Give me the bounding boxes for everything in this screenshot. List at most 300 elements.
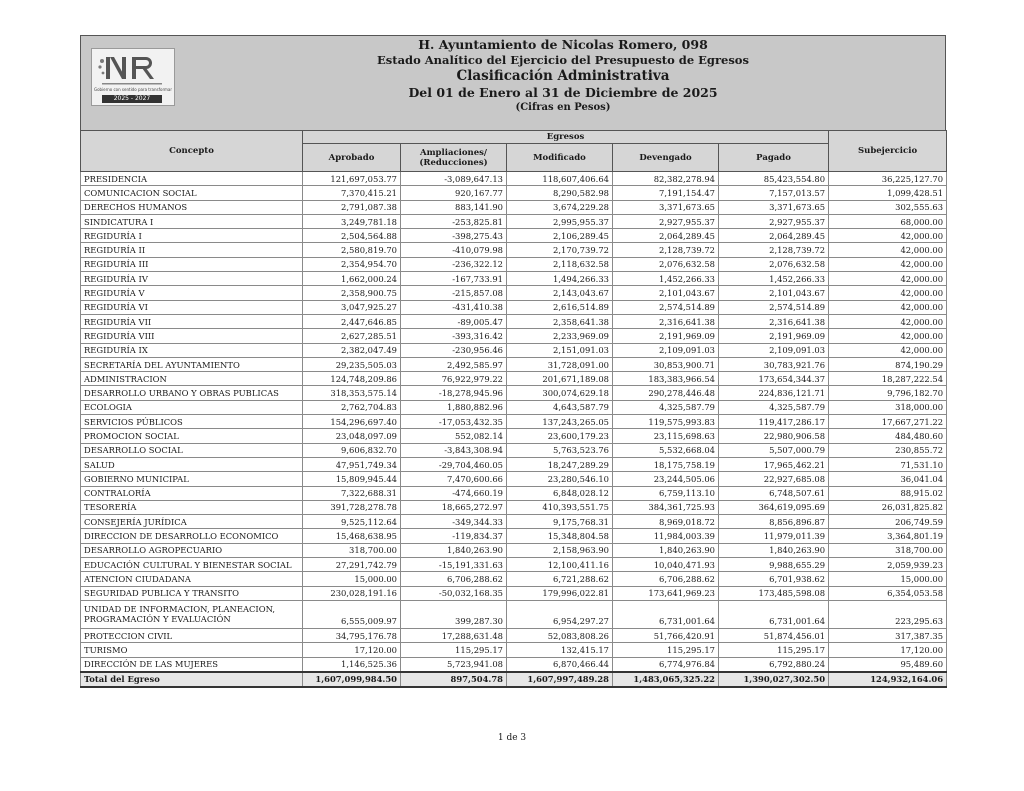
cell-concepto: REGIDURÍA VI (81, 300, 303, 314)
cell-subejercicio: 42,000.00 (829, 314, 947, 328)
table-row (81, 214, 947, 228)
cell-devengado: 4,325,587.79 (613, 400, 719, 414)
cell-subejercicio: 206,749.59 (829, 515, 947, 529)
budget-table (80, 130, 947, 688)
cell-aprobado: 29,235,505.03 (303, 357, 401, 371)
cell-modificado: 2,151,091.03 (507, 343, 613, 357)
table-row (81, 586, 947, 600)
cell-ampliaciones: 1,840,263.90 (401, 543, 507, 557)
cell-subejercicio: 9,796,182.70 (829, 386, 947, 400)
cell-aprobado: 391,728,278.78 (303, 500, 401, 514)
cell-subejercicio: 6,354,053.58 (829, 586, 947, 600)
cell-subejercicio: 318,000.00 (829, 400, 947, 414)
cell-aprobado: 6,555,009.97 (303, 600, 401, 628)
cell-ampliaciones: -230,956.46 (401, 343, 507, 357)
cell-pagado: 2,064,289.45 (719, 229, 829, 243)
cell-modificado: 31,728,091.00 (507, 357, 613, 371)
cell-concepto: SEGURIDAD PUBLICA Y TRANSITO (81, 586, 303, 600)
report-header (80, 35, 946, 130)
cell-aprobado: 2,354,954.70 (303, 257, 401, 271)
cell-ampliaciones: 115,295.17 (401, 643, 507, 657)
cell-devengado: 10,040,471.93 (613, 558, 719, 572)
cell-subejercicio: 42,000.00 (829, 343, 947, 357)
cell-devengado: 6,731,001.64 (613, 600, 719, 628)
cell-devengado: 51,766,420.91 (613, 628, 719, 642)
cell-pagado: 7,157,013.57 (719, 186, 829, 200)
cell-pagado: 1,840,263.90 (719, 543, 829, 557)
cell-pagado: 2,574,514.89 (719, 300, 829, 314)
table-row (81, 229, 947, 243)
cell-ampliaciones: -3,843,308.94 (401, 443, 507, 457)
cell-subejercicio: 36,225,127.70 (829, 172, 947, 186)
cell-devengado: 2,128,739.72 (613, 243, 719, 257)
total-label: Total del Egreso (81, 672, 303, 687)
table-row (81, 257, 947, 271)
cell-aprobado: 15,000.00 (303, 572, 401, 586)
table-row (81, 272, 947, 286)
table-row (81, 186, 947, 200)
cell-modificado: 2,158,963.90 (507, 543, 613, 557)
table-row (81, 200, 947, 214)
logo-tagline: Gobierno con sentido para transformar (93, 87, 173, 92)
cell-devengado: 1,840,263.90 (613, 543, 719, 557)
cell-aprobado: 3,047,925.27 (303, 300, 401, 314)
cell-aprobado: 7,322,688.31 (303, 486, 401, 500)
cell-aprobado: 318,700.00 (303, 543, 401, 557)
cell-devengado: 2,574,514.89 (613, 300, 719, 314)
cell-pagado: 6,792,880.24 (719, 657, 829, 672)
cell-devengado: 7,191,154.47 (613, 186, 719, 200)
cell-ampliaciones: -410,079.98 (401, 243, 507, 257)
table-row (81, 314, 947, 328)
cell-devengado: 3,371,673.65 (613, 200, 719, 214)
cell-pagado: 1,452,266.33 (719, 272, 829, 286)
cell-subejercicio: 42,000.00 (829, 286, 947, 300)
cell-aprobado: 154,296,697.40 (303, 415, 401, 429)
cell-modificado: 132,415.17 (507, 643, 613, 657)
cell-concepto: TURISMO (81, 643, 303, 657)
cell-pagado: 364,619,095.69 (719, 500, 829, 514)
cell-ampliaciones: -89,005.47 (401, 314, 507, 328)
table-row (81, 628, 947, 642)
table-row (81, 357, 947, 371)
cell-modificado: 5,763,523.76 (507, 443, 613, 457)
cell-modificado: 2,118,632.58 (507, 257, 613, 271)
cell-concepto: UNIDAD DE INFORMACION, PLANEACION, PROGRAMACIÓN Y EVALUACIÓN (81, 600, 303, 628)
cell-pagado: 2,101,043.67 (719, 286, 829, 300)
cell-modificado: 2,106,289.45 (507, 229, 613, 243)
cell-aprobado: 47,951,749.34 (303, 457, 401, 471)
table-row (81, 443, 947, 457)
cell-concepto: EDUCACIÓN CULTURAL Y BIENESTAR SOCIAL (81, 558, 303, 572)
cell-subejercicio: 3,364,801.19 (829, 529, 947, 543)
cell-pagado: 173,654,344.37 (719, 372, 829, 386)
cell-concepto: SINDICATURA I (81, 214, 303, 228)
cell-ampliaciones: 552,082.14 (401, 429, 507, 443)
report-title: Estado Analítico del Ejercicio del Presupuesto de Egresos (377, 53, 749, 67)
cell-subejercicio: 42,000.00 (829, 272, 947, 286)
cell-concepto: TESORERÍA (81, 500, 303, 514)
entity-title: H. Ayuntamiento de Nicolas Romero, 098 (418, 37, 708, 52)
cell-subejercicio: 36,041.04 (829, 472, 947, 486)
cell-devengado: 115,295.17 (613, 643, 719, 657)
cell-aprobado: 230,028,191.16 (303, 586, 401, 600)
cell-aprobado: 9,606,832.70 (303, 443, 401, 457)
table-row (81, 386, 947, 400)
table-row (81, 172, 947, 186)
cell-concepto: ADMINISTRACION (81, 372, 303, 386)
cell-modificado: 300,074,629.18 (507, 386, 613, 400)
total-ampliaciones: 897,504.78 (401, 672, 507, 687)
cell-aprobado: 121,697,053.77 (303, 172, 401, 186)
col-subejercicio: Subejercicio (829, 131, 947, 172)
cell-devengado: 23,244,505.06 (613, 472, 719, 486)
cell-concepto: DESARROLLO URBANO Y OBRAS PUBLICAS (81, 386, 303, 400)
cell-subejercicio: 95,489.60 (829, 657, 947, 672)
cell-ampliaciones: 883,141.90 (401, 200, 507, 214)
cell-ampliaciones: -18,278,945.96 (401, 386, 507, 400)
cell-modificado: 15,348,804.58 (507, 529, 613, 543)
cell-devengado: 290,278,446.48 (613, 386, 719, 400)
cell-subejercicio: 42,000.00 (829, 300, 947, 314)
cell-subejercicio: 1,099,428.51 (829, 186, 947, 200)
logo-years: 2025 - 2027 (102, 95, 162, 103)
cell-devengado: 2,064,289.45 (613, 229, 719, 243)
cell-aprobado: 2,580,819.70 (303, 243, 401, 257)
cell-devengado: 8,969,018.72 (613, 515, 719, 529)
cell-ampliaciones: -15,191,331.63 (401, 558, 507, 572)
cell-devengado: 6,706,288.62 (613, 572, 719, 586)
table-row (81, 558, 947, 572)
cell-devengado: 18,175,758.19 (613, 457, 719, 471)
cell-devengado: 6,759,113.10 (613, 486, 719, 500)
cell-modificado: 6,870,466.44 (507, 657, 613, 672)
cell-aprobado: 3,249,781.18 (303, 214, 401, 228)
cell-ampliaciones: -349,344.33 (401, 515, 507, 529)
cell-aprobado: 2,791,087.38 (303, 200, 401, 214)
cell-subejercicio: 223,295.63 (829, 600, 947, 628)
table-row (81, 300, 947, 314)
cell-subejercicio: 26,031,825.82 (829, 500, 947, 514)
classification-title: Clasificación Administrativa (456, 68, 670, 84)
cell-pagado: 22,980,906.58 (719, 429, 829, 443)
cell-ampliaciones: -431,410.38 (401, 300, 507, 314)
cell-concepto: PROMOCION SOCIAL (81, 429, 303, 443)
table-row (81, 243, 947, 257)
cell-aprobado: 15,809,945.44 (303, 472, 401, 486)
cell-subejercicio: 68,000.00 (829, 214, 947, 228)
cell-modificado: 2,170,739.72 (507, 243, 613, 257)
cell-concepto: REGIDURÍA IX (81, 343, 303, 357)
cell-pagado: 5,507,000.79 (719, 443, 829, 457)
cell-aprobado: 7,370,415.21 (303, 186, 401, 200)
cell-pagado: 85,423,554.80 (719, 172, 829, 186)
cell-ampliaciones: 399,287.30 (401, 600, 507, 628)
cell-modificado: 4,643,587.79 (507, 400, 613, 414)
cell-concepto: ATENCION CIUDADANA (81, 572, 303, 586)
cell-devengado: 2,101,043.67 (613, 286, 719, 300)
report-document (80, 35, 946, 688)
units-note: (Cifras en Pesos) (515, 102, 611, 113)
cell-subejercicio: 15,000.00 (829, 572, 947, 586)
cell-ampliaciones: 17,288,631.48 (401, 628, 507, 642)
cell-concepto: DESARROLLO SOCIAL (81, 443, 303, 457)
cell-modificado: 52,083,808.26 (507, 628, 613, 642)
cell-concepto: REGIDURÍA II (81, 243, 303, 257)
cell-concepto: CONTRALORÍA (81, 486, 303, 500)
cell-devengado: 384,361,725.93 (613, 500, 719, 514)
cell-concepto: ECOLOGIA (81, 400, 303, 414)
page-number: 1 de 3 (497, 733, 527, 743)
cell-modificado: 137,243,265.05 (507, 415, 613, 429)
cell-ampliaciones: -474,660.19 (401, 486, 507, 500)
cell-modificado: 2,995,955.37 (507, 214, 613, 228)
cell-modificado: 8,290,582.98 (507, 186, 613, 200)
table-row (81, 486, 947, 500)
total-pagado: 1,390,027,302.50 (719, 672, 829, 687)
cell-ampliaciones: -215,857.08 (401, 286, 507, 300)
cell-pagado: 173,485,598.08 (719, 586, 829, 600)
cell-modificado: 2,233,969.09 (507, 329, 613, 343)
cell-aprobado: 2,627,285.51 (303, 329, 401, 343)
cell-concepto: COMUNICACION SOCIAL (81, 186, 303, 200)
table-row (81, 543, 947, 557)
cell-pagado: 9,988,655.29 (719, 558, 829, 572)
cell-pagado: 30,783,921.76 (719, 357, 829, 371)
cell-aprobado: 2,504,564.88 (303, 229, 401, 243)
cell-ampliaciones: -29,704,460.05 (401, 457, 507, 471)
cell-ampliaciones: 1,880,882.96 (401, 400, 507, 414)
cell-pagado: 2,927,955.37 (719, 214, 829, 228)
cell-concepto: DIRECCIÓN DE LAS MUJERES (81, 657, 303, 672)
cell-ampliaciones: -393,316.42 (401, 329, 507, 343)
cell-concepto: SECRETARÍA DEL AYUNTAMIENTO (81, 357, 303, 371)
cell-devengado: 11,984,003.39 (613, 529, 719, 543)
cell-devengado: 173,641,969.23 (613, 586, 719, 600)
cell-pagado: 8,856,896.87 (719, 515, 829, 529)
cell-subejercicio: 42,000.00 (829, 229, 947, 243)
col-concepto: Concepto (81, 131, 303, 172)
total-aprobado: 1,607,099,984.50 (303, 672, 401, 687)
cell-aprobado: 1,662,000.24 (303, 272, 401, 286)
nr-logo-icon (92, 49, 174, 95)
cell-ampliaciones: -50,032,168.35 (401, 586, 507, 600)
cell-aprobado: 34,795,176.78 (303, 628, 401, 642)
cell-concepto: REGIDURÍA VIII (81, 329, 303, 343)
cell-subejercicio: 874,190.29 (829, 357, 947, 371)
cell-aprobado: 318,353,575.14 (303, 386, 401, 400)
cell-aprobado: 1,146,525.36 (303, 657, 401, 672)
total-devengado: 1,483,065,325.22 (613, 672, 719, 687)
cell-ampliaciones: -3,089,647.13 (401, 172, 507, 186)
cell-pagado: 6,748,507.61 (719, 486, 829, 500)
cell-subejercicio: 317,387.35 (829, 628, 947, 642)
cell-ampliaciones: 76,922,979.22 (401, 372, 507, 386)
cell-devengado: 5,532,668.04 (613, 443, 719, 457)
cell-ampliaciones: 6,706,288.62 (401, 572, 507, 586)
cell-pagado: 119,417,286.17 (719, 415, 829, 429)
cell-devengado: 1,452,266.33 (613, 272, 719, 286)
cell-pagado: 2,316,641.38 (719, 314, 829, 328)
cell-pagado: 2,076,632.58 (719, 257, 829, 271)
cell-ampliaciones: -236,322.12 (401, 257, 507, 271)
cell-modificado: 410,393,551.75 (507, 500, 613, 514)
cell-devengado: 183,383,966.54 (613, 372, 719, 386)
cell-modificado: 179,996,022.81 (507, 586, 613, 600)
total-row (81, 672, 947, 687)
table-row (81, 500, 947, 514)
cell-concepto: PRESIDENCIA (81, 172, 303, 186)
col-modificado: Modificado (507, 144, 613, 172)
table-row (81, 643, 947, 657)
cell-concepto: DESARROLLO AGROPECUARIO (81, 543, 303, 557)
cell-devengado: 30,853,900.71 (613, 357, 719, 371)
cell-subejercicio: 230,855.72 (829, 443, 947, 457)
table-row (81, 657, 947, 672)
cell-modificado: 118,607,406.64 (507, 172, 613, 186)
cell-modificado: 201,671,189.08 (507, 372, 613, 386)
cell-modificado: 18,247,289.29 (507, 457, 613, 471)
cell-aprobado: 23,048,097.09 (303, 429, 401, 443)
cell-ampliaciones: -398,275.43 (401, 229, 507, 243)
col-ampliaciones: Ampliaciones/ (Reducciones) (401, 144, 507, 172)
table-row (81, 343, 947, 357)
cell-modificado: 2,616,514.89 (507, 300, 613, 314)
cell-concepto: DERECHOS HUMANOS (81, 200, 303, 214)
cell-concepto: DIRECCION DE DESARROLLO ECONOMICO (81, 529, 303, 543)
cell-modificado: 23,600,179.23 (507, 429, 613, 443)
cell-aprobado: 15,468,638.95 (303, 529, 401, 543)
cell-pagado: 51,874,456.01 (719, 628, 829, 642)
table-row (81, 329, 947, 343)
cell-devengado: 82,382,278.94 (613, 172, 719, 186)
cell-subejercicio: 42,000.00 (829, 243, 947, 257)
cell-pagado: 3,371,673.65 (719, 200, 829, 214)
total-modificado: 1,607,997,489.28 (507, 672, 613, 687)
table-row (81, 286, 947, 300)
cell-modificado: 6,721,288.62 (507, 572, 613, 586)
cell-modificado: 2,143,043.67 (507, 286, 613, 300)
cell-concepto: REGIDURÍA III (81, 257, 303, 271)
cell-concepto: REGIDURÍA VII (81, 314, 303, 328)
cell-modificado: 1,494,266.33 (507, 272, 613, 286)
table-row (81, 472, 947, 486)
cell-devengado: 2,109,091.03 (613, 343, 719, 357)
cell-ampliaciones: 18,665,272.97 (401, 500, 507, 514)
cell-concepto: REGIDURÍA V (81, 286, 303, 300)
cell-aprobado: 9,525,112.64 (303, 515, 401, 529)
cell-ampliaciones: 5,723,941.08 (401, 657, 507, 672)
cell-subejercicio: 302,555.63 (829, 200, 947, 214)
cell-pagado: 2,191,969.09 (719, 329, 829, 343)
table-body (81, 172, 947, 672)
col-aprobado: Aprobado (303, 144, 401, 172)
table-row (81, 457, 947, 471)
cell-devengado: 2,927,955.37 (613, 214, 719, 228)
cell-pagado: 11,979,011.39 (719, 529, 829, 543)
col-pagado: Pagado (719, 144, 829, 172)
cell-pagado: 22,927,685.08 (719, 472, 829, 486)
cell-pagado: 17,965,462.21 (719, 457, 829, 471)
cell-concepto: SALUD (81, 457, 303, 471)
cell-concepto: REGIDURÍA I (81, 229, 303, 243)
cell-devengado: 2,316,641.38 (613, 314, 719, 328)
cell-subejercicio: 2,059,939.23 (829, 558, 947, 572)
cell-ampliaciones: 920,167.77 (401, 186, 507, 200)
cell-pagado: 6,731,001.64 (719, 600, 829, 628)
cell-pagado: 6,701,938.62 (719, 572, 829, 586)
cell-aprobado: 124,748,209.86 (303, 372, 401, 386)
cell-aprobado: 2,382,047.49 (303, 343, 401, 357)
total-subejercicio: 124,932,164.06 (829, 672, 947, 687)
cell-concepto: SERVICIOS PÚBLICOS (81, 415, 303, 429)
cell-modificado: 12,100,411.16 (507, 558, 613, 572)
col-egresos: Egresos (303, 131, 829, 144)
cell-pagado: 4,325,587.79 (719, 400, 829, 414)
cell-pagado: 224,836,121.71 (719, 386, 829, 400)
cell-aprobado: 2,447,646.85 (303, 314, 401, 328)
cell-modificado: 3,674,229.28 (507, 200, 613, 214)
cell-aprobado: 17,120.00 (303, 643, 401, 657)
col-devengado: Devengado (613, 144, 719, 172)
municipal-logo (91, 48, 175, 106)
cell-modificado: 2,358,641.38 (507, 314, 613, 328)
table-row (81, 429, 947, 443)
cell-ampliaciones: -119,834.37 (401, 529, 507, 543)
period-title: Del 01 de Enero al 31 de Diciembre de 2025 (408, 85, 718, 100)
cell-subejercicio: 318,700.00 (829, 543, 947, 557)
cell-ampliaciones: -17,053,432.35 (401, 415, 507, 429)
cell-concepto: REGIDURÍA IV (81, 272, 303, 286)
cell-ampliaciones: 7,470,600.66 (401, 472, 507, 486)
table-row (81, 515, 947, 529)
table-row (81, 415, 947, 429)
cell-subejercicio: 17,667,271.22 (829, 415, 947, 429)
cell-pagado: 115,295.17 (719, 643, 829, 657)
cell-aprobado: 2,762,704.83 (303, 400, 401, 414)
cell-concepto: CONSEJERÍA JURÍDICA (81, 515, 303, 529)
table-row (81, 600, 947, 628)
cell-subejercicio: 18,287,222.54 (829, 372, 947, 386)
cell-subejercicio: 88,915.02 (829, 486, 947, 500)
cell-subejercicio: 17,120.00 (829, 643, 947, 657)
cell-modificado: 23,280,546.10 (507, 472, 613, 486)
cell-ampliaciones: -253,825.81 (401, 214, 507, 228)
cell-aprobado: 27,291,742.79 (303, 558, 401, 572)
table-row (81, 529, 947, 543)
table-row (81, 572, 947, 586)
cell-subejercicio: 42,000.00 (829, 329, 947, 343)
cell-devengado: 2,191,969.09 (613, 329, 719, 343)
cell-modificado: 6,954,297.27 (507, 600, 613, 628)
cell-ampliaciones: -167,733.91 (401, 272, 507, 286)
cell-subejercicio: 71,531.10 (829, 457, 947, 471)
cell-devengado: 2,076,632.58 (613, 257, 719, 271)
cell-devengado: 23,115,698.63 (613, 429, 719, 443)
cell-modificado: 9,175,768.31 (507, 515, 613, 529)
cell-devengado: 119,575,993.83 (613, 415, 719, 429)
cell-concepto: GOBIERNO MUNICIPAL (81, 472, 303, 486)
cell-aprobado: 2,358,900.75 (303, 286, 401, 300)
cell-devengado: 6,774,976.84 (613, 657, 719, 672)
cell-pagado: 2,109,091.03 (719, 343, 829, 357)
table-row (81, 372, 947, 386)
cell-subejercicio: 42,000.00 (829, 257, 947, 271)
cell-modificado: 6,848,028.12 (507, 486, 613, 500)
cell-pagado: 2,128,739.72 (719, 243, 829, 257)
table-row (81, 400, 947, 414)
cell-concepto: PROTECCION CIVIL (81, 628, 303, 642)
